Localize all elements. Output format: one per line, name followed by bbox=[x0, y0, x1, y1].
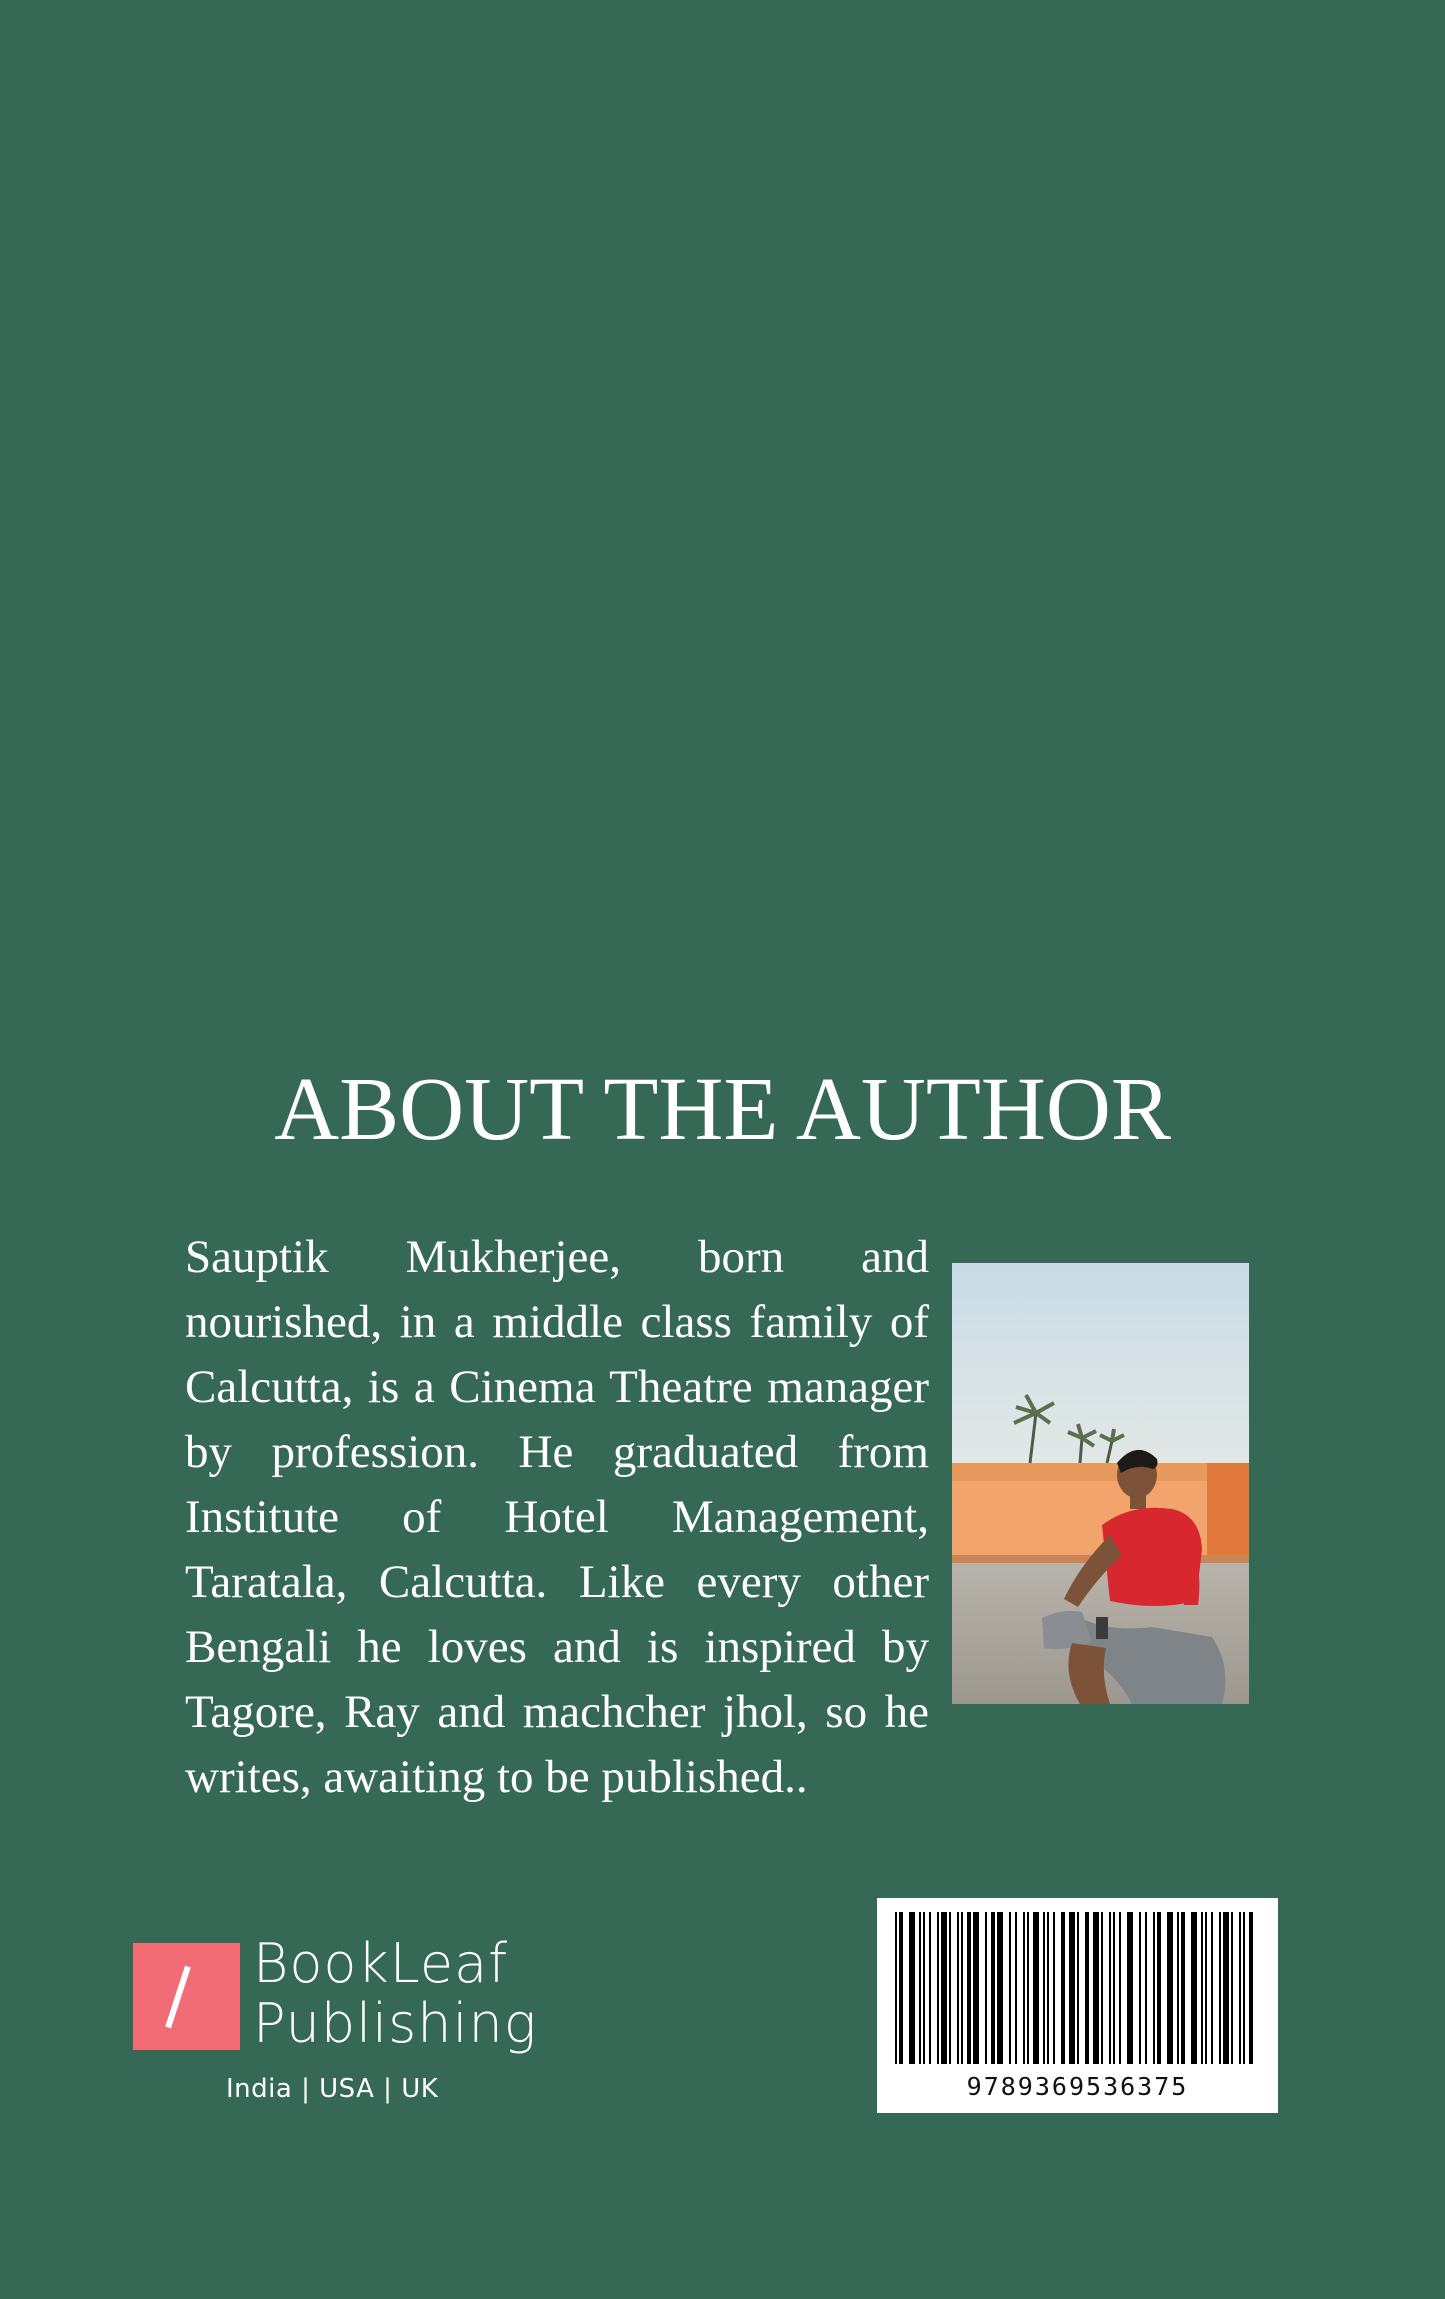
barcode-bar bbox=[1177, 1912, 1179, 2064]
publisher-name-line2: Publishing bbox=[253, 1992, 538, 2055]
slash-icon bbox=[165, 1966, 190, 2029]
barcode-bar bbox=[1219, 1912, 1221, 2064]
barcode-bar bbox=[1205, 1912, 1207, 2064]
publisher-name bbox=[253, 1934, 537, 2054]
publisher-logo bbox=[133, 1932, 553, 2120]
barcode-bar bbox=[1249, 1912, 1253, 2064]
barcode-bar bbox=[941, 1912, 947, 2064]
isbn-number: 9789369536375 bbox=[966, 2072, 1189, 2101]
barcode-bar bbox=[1201, 1912, 1203, 2064]
barcode-bar bbox=[1119, 1912, 1121, 2064]
publisher-name-line1: BookLeaf bbox=[253, 1932, 509, 1995]
publisher-regions: India | USA | UK bbox=[226, 2074, 439, 2104]
barcode-bar bbox=[1047, 1912, 1049, 2064]
barcode-bar bbox=[895, 1912, 897, 2064]
barcode-bar bbox=[1061, 1912, 1065, 2064]
author-bio: Sauptik Mukherjee, born and nourished, in a middle class family of Calcutta, is a Cinema Theatre manager by profession. He graduated from Institute of Hotel Management, Taratala, Calcutta. Like every other Bengali he loves and is inspired by Tagore, Ray and machcher jhol, so he writes, awaiting to be published.. bbox=[185, 1231, 929, 1803]
barcode-bar bbox=[919, 1912, 921, 2064]
barcode-bar bbox=[1239, 1912, 1241, 2064]
barcode-bar bbox=[991, 1912, 995, 2064]
barcode-bar bbox=[1077, 1912, 1079, 2064]
barcode-bar bbox=[923, 1912, 925, 2064]
barcode-bar bbox=[997, 1912, 1003, 2064]
barcode-bar bbox=[1223, 1912, 1229, 2064]
barcode-bar bbox=[949, 1912, 951, 2064]
barcode-bar bbox=[985, 1912, 987, 2064]
barcode-bar bbox=[1113, 1912, 1115, 2064]
barcode-bar bbox=[957, 1912, 959, 2064]
barcode-bar bbox=[1053, 1912, 1055, 2064]
barcode-bar bbox=[1069, 1912, 1075, 2064]
barcode-bar bbox=[1157, 1912, 1161, 2064]
barcode-bar bbox=[1145, 1912, 1147, 2064]
barcode-bar bbox=[1015, 1912, 1017, 2064]
barcode-bar bbox=[1009, 1912, 1011, 2064]
isbn-barcode bbox=[877, 1898, 1278, 2113]
barcode-bar bbox=[1109, 1912, 1111, 2064]
barcode-bar bbox=[967, 1912, 971, 2064]
barcode-bar bbox=[1167, 1912, 1173, 2064]
barcode-bar bbox=[1093, 1912, 1099, 2064]
barcode-bar bbox=[929, 1912, 931, 2064]
barcode-bar bbox=[1153, 1912, 1155, 2064]
barcode-bar bbox=[973, 1912, 979, 2064]
barcode-bar bbox=[1191, 1912, 1197, 2064]
barcode-bar bbox=[1033, 1912, 1039, 2064]
barcode-bars bbox=[877, 1898, 1278, 2070]
barcode-bar bbox=[1027, 1912, 1029, 2064]
barcode-bar bbox=[937, 1912, 939, 2064]
barcode-bar bbox=[899, 1912, 903, 2064]
barcode-bar bbox=[1139, 1912, 1141, 2064]
barcode-bar bbox=[1085, 1912, 1089, 2064]
barcode-bar bbox=[961, 1912, 963, 2064]
barcode-bar bbox=[1211, 1912, 1213, 2064]
barcode-bar bbox=[1043, 1912, 1045, 2064]
barcode-bar bbox=[1231, 1912, 1233, 2064]
author-photo bbox=[952, 1263, 1249, 1704]
logo-mark bbox=[133, 1943, 240, 2050]
barcode-bar bbox=[1181, 1912, 1185, 2064]
barcode-bar bbox=[909, 1912, 915, 2064]
about-author-heading: ABOUT THE AUTHOR bbox=[274, 1060, 1171, 1159]
barcode-bar bbox=[1023, 1912, 1025, 2064]
barcode-bar bbox=[1243, 1912, 1245, 2064]
barcode-bar bbox=[1127, 1912, 1133, 2064]
barcode-bar bbox=[1101, 1912, 1103, 2064]
